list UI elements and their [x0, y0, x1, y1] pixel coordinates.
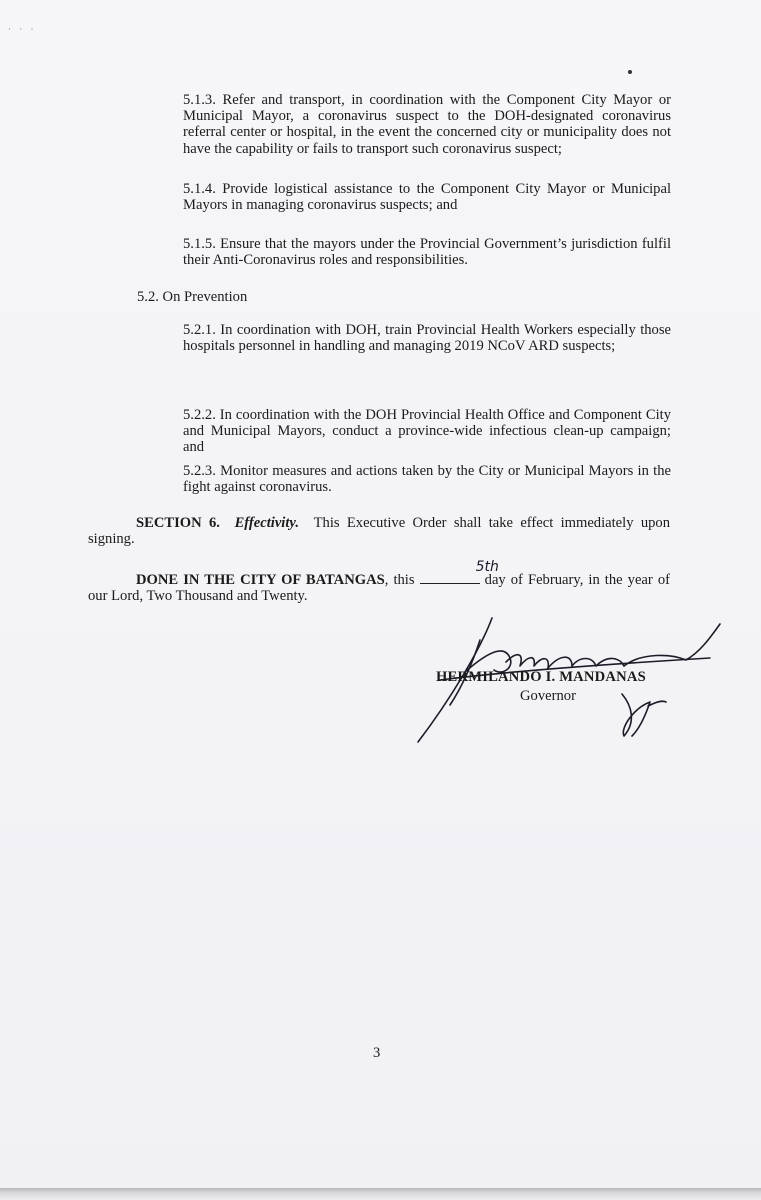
clause-5-2-3: 5.2.3. Monitor measures and actions taken by the City or Municipal Mayors in the fight against coronavirus.	[183, 463, 671, 496]
signatory-name: HERMILANDO I. MANDANAS	[436, 669, 646, 685]
clause-5-1-3: 5.1.3. Refer and transport, in coordination with the Component City Mayor or Municipal Mayor, a coronavirus suspect to the DOH-designated coronavirus referral center or hospital, in the event the concerned city or municipality does not have the capability or fails to transport such coronavirus suspect;	[183, 92, 671, 157]
signatory-title: Governor	[520, 688, 576, 704]
scan-bottom-edge	[0, 1188, 761, 1200]
section-6	[88, 515, 670, 547]
section-6-text: This Executive Order shall take effect immediately upon signing.	[88, 515, 671, 548]
section-6-label: SECTION 6.	[136, 515, 220, 531]
done-in-clause	[88, 559, 670, 605]
clause-5-1-5: 5.1.5. Ensure that the mayors under the Provincial Government’s jurisdiction fulfil their Anti-Coronavirus roles and responsibilities.	[183, 236, 671, 269]
scan-mark: · · ·	[8, 24, 37, 34]
day-blank	[420, 559, 499, 584]
clause-5-2-2: 5.2.2. In coordination with the DOH Provincial Health Office and Component City and Municipal Mayors, conduct a province-wide infectious clean-up campaign; and	[183, 407, 671, 456]
done-label: DONE IN THE CITY OF BATANGAS	[136, 572, 385, 588]
handwritten-day: 5th	[475, 559, 499, 575]
clause-5-1-4: 5.1.4. Provide logistical assistance to the Component City Mayor or Municipal Mayors in managing coronavirus suspects; and	[183, 181, 671, 214]
clause-5-2-1: 5.2.1. In coordination with DOH, train Provincial Health Workers especially those hospitals personnel in handling and managing 2019 NCoV ARD suspects;	[183, 322, 671, 355]
scan-dot	[628, 70, 632, 74]
done-this: , this	[384, 572, 415, 588]
page-number: 3	[373, 1045, 381, 1061]
heading-5-2: 5.2. On Prevention	[137, 289, 248, 305]
section-6-title: Effectivity.	[234, 515, 299, 531]
done-rest: day of February, in the year of our Lord, Two Thousand and Twenty.	[88, 572, 670, 605]
